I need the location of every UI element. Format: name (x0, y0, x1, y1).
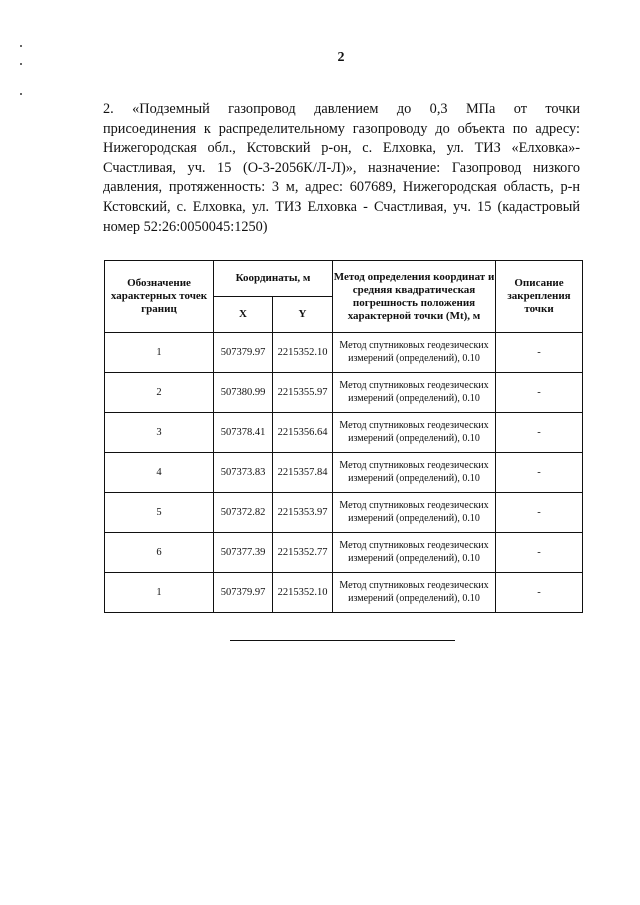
table-row (105, 453, 583, 493)
margin-mark (20, 93, 22, 95)
header-description: Описание закрепления точки (496, 261, 583, 333)
paragraph-line: номер 52:26:0050045:1250) (103, 218, 268, 235)
cell-point: 1 (105, 333, 214, 373)
header-method: Метод определения координат и средняя квадратическая погрешность положения характерной точки (Mt), м (333, 261, 496, 333)
cell-y: 2215355.97 (273, 373, 333, 413)
cell-description: - (496, 333, 583, 373)
cell-x: 507372.82 (214, 493, 273, 533)
cell-description: - (496, 533, 583, 573)
paragraph-line: 2. «Подземный газопровод давлением до 0,3 МПа от точки (103, 101, 580, 117)
cell-y: 2215352.10 (273, 573, 333, 613)
cell-x: 507380.99 (214, 373, 273, 413)
cell-method: Метод спутниковых геодезических измерений (определений), 0.10 (333, 373, 496, 413)
cell-method: Метод спутниковых геодезических измерений (определений), 0.10 (333, 413, 496, 453)
header-coordinates: Координаты, м (214, 261, 333, 297)
cell-x: 507379.97 (214, 333, 273, 373)
cell-description: - (496, 453, 583, 493)
cell-x: 507379.97 (214, 573, 273, 613)
paragraph-line: давления, протяженность: 3 м, адрес: 607689, Нижегородская область, р-н (103, 179, 580, 196)
cell-y: 2215357.84 (273, 453, 333, 493)
table-row (105, 573, 583, 613)
table-row (105, 373, 583, 413)
cell-x: 507377.39 (214, 533, 273, 573)
cell-method: Метод спутниковых геодезических измерений (определений), 0.10 (333, 333, 496, 373)
cell-point: 6 (105, 533, 214, 573)
coordinates-table (104, 260, 583, 613)
cell-y: 2215353.97 (273, 493, 333, 533)
page-number: 2 (337, 50, 345, 65)
footer-divider (230, 640, 455, 641)
table-row (105, 413, 583, 453)
cell-x: 507373.83 (214, 453, 273, 493)
table-row (105, 533, 583, 573)
cell-y: 2215356.64 (273, 413, 333, 453)
cell-method: Метод спутниковых геодезических измерений (определений), 0.10 (333, 493, 496, 533)
cell-x: 507378.41 (214, 413, 273, 453)
cell-method: Метод спутниковых геодезических измерений (определений), 0.10 (333, 533, 496, 573)
cell-y: 2215352.10 (273, 333, 333, 373)
cell-description: - (496, 373, 583, 413)
cell-point: 1 (105, 573, 214, 613)
paragraph-line: присоединения к распределительному газопроводу до объекта по адресу: (103, 120, 580, 137)
cell-method: Метод спутниковых геодезических измерений (определений), 0.10 (333, 573, 496, 613)
cell-point: 5 (105, 493, 214, 533)
cell-description: - (496, 413, 583, 453)
paragraph-line: Счастливая, уч. 15 (О-3-2056К/Л-Л)», назначение: Газопровод низкого (103, 159, 580, 176)
paragraph-line: Кстовский, с. Елховка, ул. ТИЗ Елховка - Счастливая, уч. 15 (кадастровый (103, 198, 580, 215)
paragraph-line: Нижегородская обл., Кстовский р-он, с. Елховка, ул. ТИЗ «Елховка»- (103, 140, 580, 157)
paragraph-item-2 (103, 100, 580, 237)
cell-description: - (496, 573, 583, 613)
margin-mark (20, 45, 22, 47)
cell-description: - (496, 493, 583, 533)
cell-y: 2215352.77 (273, 533, 333, 573)
table-row (105, 493, 583, 533)
cell-point: 2 (105, 373, 214, 413)
header-y: Y (273, 297, 333, 333)
table-row (105, 333, 583, 373)
header-x: X (214, 297, 273, 333)
cell-point: 4 (105, 453, 214, 493)
cell-method: Метод спутниковых геодезических измерений (определений), 0.10 (333, 453, 496, 493)
header-point: Обозначение характерных точек границ (105, 261, 214, 333)
cell-point: 3 (105, 413, 214, 453)
